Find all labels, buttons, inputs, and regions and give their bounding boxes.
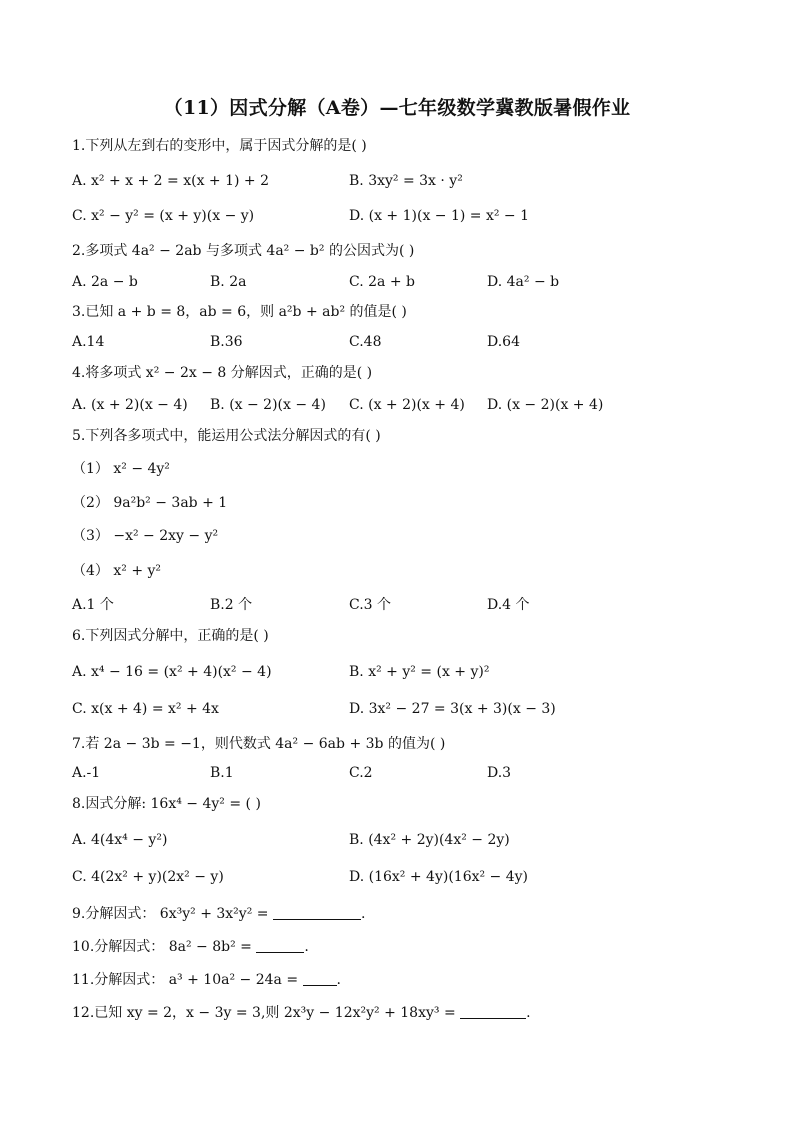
question-4-option-c: C. (x + 2)(x + 4) bbox=[349, 397, 465, 413]
question-2-option-b: B. 2a bbox=[210, 274, 247, 290]
question-5-item-2: （2） 9a²b² − 3ab + 1 bbox=[72, 495, 228, 511]
question-6-option-a: A. x⁴ − 16 = (x² + 4)(x² − 4) bbox=[72, 664, 272, 680]
question-8-option-a: A. 4(4x⁴ − y²) bbox=[72, 832, 168, 848]
question-12 bbox=[72, 1004, 531, 1022]
question-10 bbox=[72, 938, 309, 956]
question-10-end: . bbox=[304, 939, 309, 955]
question-1-stem: 1.下列从左到右的变形中，属于因式分解的是( ) bbox=[72, 138, 367, 154]
answer-blank-12[interactable] bbox=[460, 1004, 526, 1019]
question-8-option-d: D. (16x² + 4y)(16x² − 4y) bbox=[349, 869, 529, 885]
question-10-stem: 10.分解因式： 8a² − 8b² = bbox=[72, 939, 252, 955]
question-9 bbox=[72, 905, 365, 923]
question-8-option-b: B. (4x² + 2y)(4x² − 2y) bbox=[349, 832, 510, 848]
question-5-option-d: D.4 个 bbox=[487, 597, 530, 613]
question-11-stem: 11.分解因式： a³ + 10a² − 24a = bbox=[72, 972, 299, 988]
question-4-option-a: A. (x + 2)(x − 4) bbox=[72, 397, 188, 413]
question-12-end: . bbox=[526, 1005, 531, 1021]
question-2-option-d: D. 4a² − b bbox=[487, 274, 560, 290]
question-1-option-d: D. (x + 1)(x − 1) = x² − 1 bbox=[349, 208, 530, 224]
question-1-option-c: C. x² − y² = (x + y)(x − y) bbox=[72, 208, 255, 224]
question-2-option-a: A. 2a − b bbox=[72, 274, 138, 290]
question-5-option-c: C.3 个 bbox=[349, 597, 392, 613]
page-title: （11）因式分解（A卷）—七年级数学冀教版暑假作业 bbox=[163, 97, 631, 119]
question-3-stem: 3.已知 a + b = 8，ab = 6，则 a²b + ab² 的值是( ) bbox=[72, 304, 407, 320]
question-5-item-3: （3） −x² − 2xy − y² bbox=[72, 528, 219, 544]
question-6-option-b: B. x² + y² = (x + y)² bbox=[349, 664, 490, 680]
question-11 bbox=[72, 971, 341, 989]
question-6-stem: 6.下列因式分解中，正确的是( ) bbox=[72, 628, 269, 644]
question-1-option-b: B. 3xy² = 3x · y² bbox=[349, 173, 463, 189]
question-7-stem: 7.若 2a − 3b = −1，则代数式 4a² − 6ab + 3b 的值为( ) bbox=[72, 736, 446, 752]
question-5-stem: 5.下列各多项式中，能运用公式法分解因式的有( ) bbox=[72, 428, 381, 444]
question-4-option-d: D. (x − 2)(x + 4) bbox=[487, 397, 604, 413]
question-5-item-4: （4） x² + y² bbox=[72, 563, 162, 579]
answer-blank-9[interactable] bbox=[273, 905, 361, 920]
question-3-option-d: D.64 bbox=[487, 334, 520, 350]
question-7-option-c: C.2 bbox=[349, 765, 373, 781]
question-7-option-b: B.1 bbox=[210, 765, 234, 781]
question-4-stem: 4.将多项式 x² − 2x − 8 分解因式，正确的是( ) bbox=[72, 365, 373, 381]
question-6-option-c: C. x(x + 4) = x² + 4x bbox=[72, 701, 219, 717]
answer-blank-10[interactable] bbox=[256, 938, 304, 953]
question-9-stem: 9.分解因式： 6x³y² + 3x²y² = bbox=[72, 906, 269, 922]
question-9-end: . bbox=[360, 906, 366, 922]
question-7-option-d: D.3 bbox=[487, 765, 512, 781]
question-7-option-a: A.-1 bbox=[72, 765, 101, 781]
question-2-option-c: C. 2a + b bbox=[349, 274, 415, 290]
question-3-option-a: A.14 bbox=[72, 334, 105, 350]
question-8-option-c: C. 4(2x² + y)(2x² − y) bbox=[72, 869, 224, 885]
question-11-end: . bbox=[336, 972, 341, 988]
question-5-option-b: B.2 个 bbox=[210, 597, 253, 613]
question-3-option-c: C.48 bbox=[349, 334, 382, 350]
question-5-item-1: （1） x² − 4y² bbox=[72, 461, 170, 477]
question-2-stem: 2.多项式 4a² − 2ab 与多项式 4a² − b² 的公因式为( ) bbox=[72, 243, 415, 259]
question-1-option-a: A. x² + x + 2 = x(x + 1) + 2 bbox=[72, 173, 270, 189]
question-8-stem: 8.因式分解: 16x⁴ − 4y² = ( ) bbox=[72, 796, 261, 812]
answer-blank-11[interactable] bbox=[303, 971, 337, 986]
question-6-option-d: D. 3x² − 27 = 3(x + 3)(x − 3) bbox=[349, 701, 556, 717]
question-5-option-a: A.1 个 bbox=[72, 597, 114, 613]
question-4-option-b: B. (x − 2)(x − 4) bbox=[210, 397, 326, 413]
question-12-stem: 12.已知 xy = 2，x − 3y = 3,则 2x³y − 12x²y² + 18xy³ = bbox=[72, 1005, 456, 1021]
question-3-option-b: B.36 bbox=[210, 334, 243, 350]
